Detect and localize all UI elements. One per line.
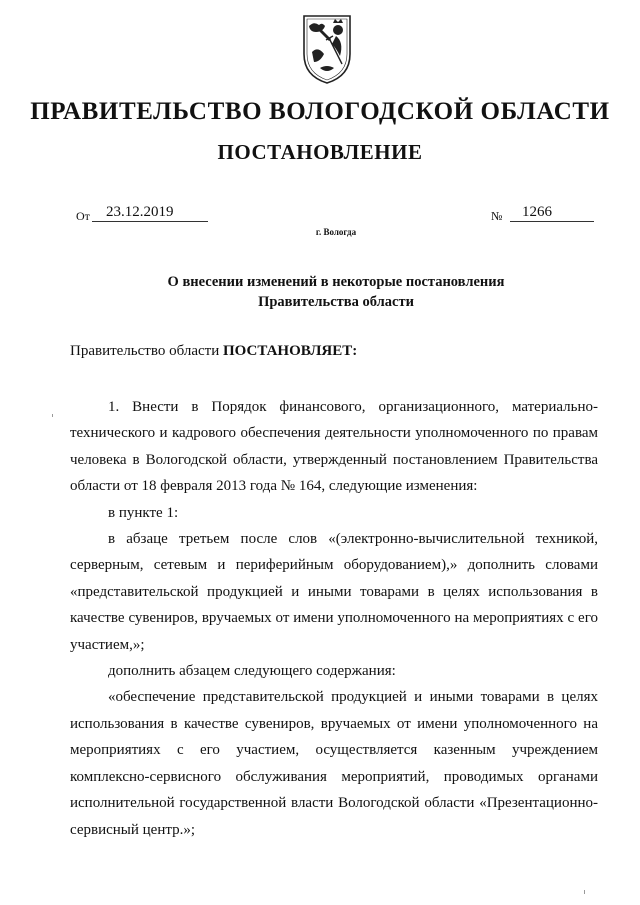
date-label: От (76, 209, 90, 223)
scan-mark (52, 414, 53, 417)
scan-mark (584, 890, 585, 894)
paragraph: в пункте 1: (108, 504, 179, 521)
paragraph: в абзаце третьем после слов «(электронно-вычислительной техникой, серверным, сетевым и периферийным оборудованием),» дополнить словами «представительской продукцией и иными товарами в целях использования в качестве сувениров, вручаемых от имени уполномоченного на мероприятиях с его участием,»; (70, 531, 598, 653)
preamble (70, 343, 357, 360)
paragraph: дополнить абзацем следующего содержания: (108, 663, 396, 680)
paragraph: 1. Внести в Порядок финансового, организационного, материально-технического и кадрового обеспечения деятельности уполномоченного по правам человека в Вологодской области, утвержденный постановлением Правительства области от 18 февраля 2013 года № 164, следующие изменения: (70, 399, 598, 495)
city-label: г. Вологда (315, 227, 357, 237)
vologda-coat-of-arms-icon (300, 12, 354, 86)
government-title: ПРАВИТЕЛЬСТВО ВОЛОГОДСКОЙ ОБЛАСТИ (30, 98, 610, 125)
subject-line-1: О внесении изменений в некоторые постановления (167, 274, 505, 290)
preamble-prefix: Правительство области (70, 343, 223, 359)
document-type-title: ПОСТАНОВЛЕНИЕ (217, 140, 423, 164)
subject-line-2: Правительства области (258, 294, 414, 310)
number-label: № (491, 209, 503, 223)
document-subject (0, 272, 640, 312)
document-body (70, 394, 598, 843)
paragraph: «обеспечение представительской продукцией и иными товарами в целях использования в качестве сувениров, вручаемых от имени уполномоченного на мероприятиях с его участием, осуществляется казенным учреждением комплексно-сервисного обслуживания мероприятий, проводимых органами исполнительной государственной власти Вологодской области «Презентационно-сервисный центр.»; (70, 689, 598, 838)
number-value: 1266 (510, 204, 594, 222)
date-value: 23.12.2019 (92, 204, 208, 222)
preamble-keyword: ПОСТАНОВЛЯЕТ: (222, 343, 358, 359)
